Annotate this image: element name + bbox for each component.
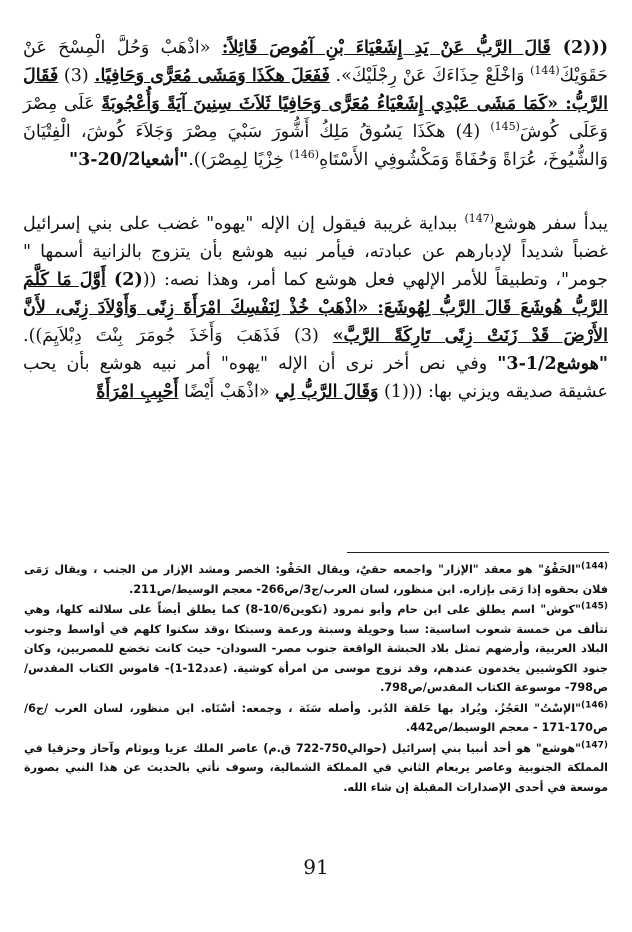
quote-text-underlined: فَقَالَ الرَّبُّ: «كَمَا مَشَى عَبْدِي إِشَعْيَاءُ مُعَرًّى وَحَافِيًا ثَلاَثَ سِنِينَ آيَةً وَأُعْجُوبَةً	[23, 66, 608, 114]
footnotes	[24, 560, 608, 798]
footnote-ref: (147)	[464, 212, 495, 226]
footnote-number: (147)	[580, 739, 608, 750]
quote-text-underlined: أَحْبِبِ امْرَأَةً	[96, 382, 179, 402]
body-text: يبدأ سفر هوشع	[494, 214, 608, 234]
citation: "أشعيا20/2-3"	[68, 150, 189, 170]
footnote-145	[24, 600, 608, 698]
page-number: 91	[303, 855, 329, 879]
quote-text: وَاخْلَعْ حِذَاءَكَ عَنْ رِجْلَيْكَ».	[329, 66, 531, 86]
footnote-144	[24, 560, 608, 599]
quote-text: عَلَى مِصْرَ وَعَلَى كُوشَ	[23, 94, 608, 142]
paragraph-isaiah	[23, 34, 608, 174]
footnote-number: (146)	[580, 699, 608, 710]
body-text: ببداية غريبة فيقول إن الإله "يهوه" غضب على بني إسرائيل غضباً شديداً لإدبارهم عن عبادته، فيأمر نبيه هوشع بأن يتزوج بالزانية أسمها " جومر"، وتطبيقاً للأمر الإلهي فعل هوشع كما أمر، وهذا نصه: ((	[23, 214, 608, 290]
footnote-146	[24, 699, 608, 738]
footnote-number: (144)	[580, 561, 608, 572]
footnote-ref: (145)	[490, 120, 520, 134]
citation: "هوشع1/2-3"	[497, 354, 608, 374]
footnote-text: "هوشع" هو أحد أنبيا بني إسرائيل (حوالي750-722 ق.م) عاصر الملك عزيا ويوثام وآحاز وحزقيا في المملكة الجنوبية وعاصر يربعام الثاني في المملكة الشمالية، وسوف نأتي بالحديث عن هذا النبي بصورة موسعة في أحدى الإصدارات المقبلة إن شاء الله.	[24, 741, 608, 794]
quote-text: (4) هكَذَا يَسُوقُ مَلِكُ أَشُّورَ سَبْيَ مِصْرَ وَجَلاَءَ كُوشَ، الْفِتْيَانَ وَالشُّيُوخَ، عُرَاةً وَحُفَاةً وَمَكْشُوفِي الأَسْتَاهِ	[23, 122, 608, 170]
footnote-text: "كوش" اسم يطلق على ابن حام وأبو نمرود (تكوين10/6-8) كما يطلق أيضاً على سلالته كلها، وهي تتألف من خمسة شعوب اساسية: سبا وحويلة وسبتة ورعمة وسبتكا ،وقد سكنوا كلهم في أواسط وجنوب البلاد العربية، وأرضهم تمثل بلاد الحبشة الواقعة جنوب مصر- السودان- حيث كانت تخضع للمصريين، وكان جنود الكوشيين يخدمون عندهم، وقد تزوج موسى من امرأة كوشية. (عدد12-1)- قاموس الكتاب المقدس/ص798- موسوعة الكتاب المقدس/ص798.	[24, 603, 608, 694]
quote-text-underlined: وَقَالَ الرَّبُّ لِي	[275, 382, 379, 402]
verse-number: (2)	[550, 38, 592, 58]
quote-text-underlined: أَوَّلَ مَا كَلَّمَ الرَّبُّ هُوشَعَ قَالَ الرَّبُّ لِهُوشَعَ: «اذْهَبْ خُذْ لِنَفْسِكَ امْرَأَةَ زِنًى وَأَوْلاَدَ زِنًى، لأَنَّ الأَرْضَ قَدْ زَنَتْ زِنًى تَارِكَةً الرَّبَّ»	[23, 270, 608, 346]
quote-text-underlined: فَفَعَلَ هكَذَا وَمَشَى مُعَرًّى وَحَافِيًا.	[94, 66, 330, 86]
quote-text: «اذْهَبْ وَحُلَّ الْمِسْحَ عَنْ حَقَوَيْكَ	[23, 38, 609, 86]
quote-text: خِزْيًا لِمِصْرَ)).	[188, 150, 290, 170]
quote-text-underlined: قَالَ الرَّبُّ عَنْ يَدِ إِشَعْيَاءَ بْنِ آمُوصَ قَائِلاً:	[221, 38, 551, 58]
verse-number: (2)	[105, 270, 143, 290]
quote-open: ((	[591, 38, 609, 58]
footnote-ref: (144)	[530, 64, 560, 78]
footnote-ref: (146)	[289, 148, 320, 162]
main-text	[23, 34, 608, 406]
paragraph-hosea	[23, 210, 608, 406]
quote-text: (3) فَذَهَبَ وَأَخَذَ جُومَرَ بِنْتَ دِبْلاَيِمَ)).	[23, 326, 333, 346]
verse-number: (3)	[58, 66, 95, 86]
quote-text: «اذْهَبْ أَيْضًا	[178, 382, 276, 402]
body-text: وفي نص أخر نرى أن الإله "يهوه" أمر نبيه هوشع بأن يحب عشيقة صديقه ويزني بها: (((1)	[23, 354, 608, 402]
footnote-text: "الحَقْوُ" هو معقد "الإزار" واجمعه حقيٌ، ويقال الحَقْو: الخصر ومشد الإزار من الجنب ، ويقال رَمَى فلان بحقوه إذا رَمَى بإزاره. ابن منظور، لسان العرب/ج3/ص266- معجم الوسيط/ص211.	[24, 563, 608, 596]
footnote-separator	[347, 552, 609, 553]
footnote-147	[24, 739, 608, 798]
footnote-number: (145)	[580, 601, 608, 612]
footnote-text: "الإسْتُ" العَجُزُ. ويُراد بها حَلقة الدُبر. وأصله سَتَة ، وجمعه: أسْتَاه. ابن منظور، لسان العرب /ج6/ص170-171 - معجم الوسيط/ص442.	[24, 701, 608, 734]
